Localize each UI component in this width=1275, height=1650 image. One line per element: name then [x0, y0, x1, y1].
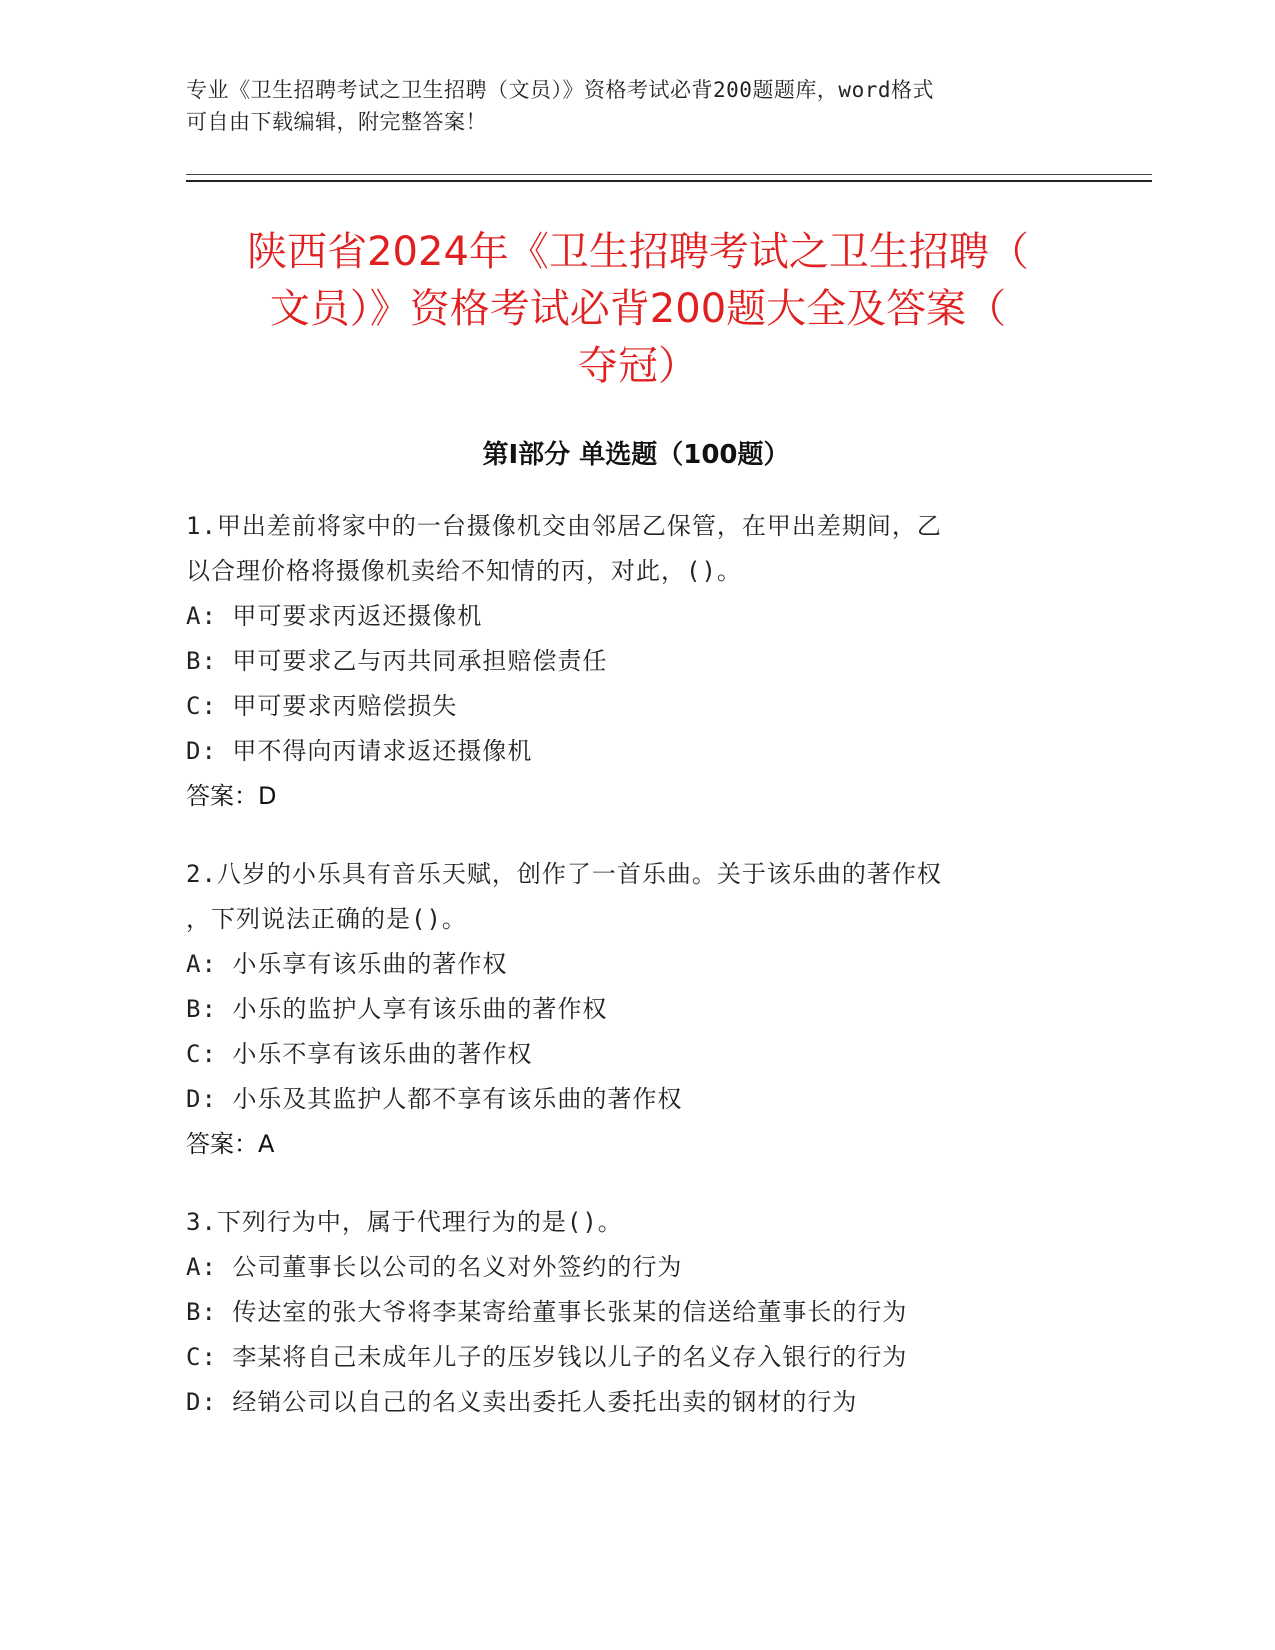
question-stem-line: 3.下列行为中，属于代理行为的是()。	[186, 1208, 623, 1236]
document-title-line-3: 夺冠）	[578, 343, 698, 389]
question-stem-line: ，下列说法正确的是()。	[186, 905, 467, 933]
document-title	[180, 224, 1096, 395]
question-stem-line: 2.八岁的小乐具有音乐天赋，创作了一首乐曲。关于该乐曲的著作权	[186, 860, 942, 888]
question-3	[186, 1200, 1076, 1425]
option-c: C: 小乐不享有该乐曲的著作权	[186, 1040, 533, 1068]
document-title-line-2: 文员）》资格考试必背200题大全及答案（	[269, 286, 1007, 332]
option-b: B: 甲可要求乙与丙共同承担赔偿责任	[186, 647, 608, 675]
option-d: D: 经销公司以自己的名义卖出委托人委托出卖的钢材的行为	[186, 1388, 858, 1416]
answer-label: 答案：A	[186, 1130, 275, 1158]
option-d: D: 小乐及其监护人都不享有该乐曲的著作权	[186, 1085, 683, 1113]
question-stem-line: 以合理价格将摄像机卖给不知情的丙，对此，()。	[186, 557, 742, 585]
document-title-line-1: 陕西省2024年《卫生招聘考试之卫生招聘（	[247, 229, 1029, 275]
section-title: 第Ⅰ部分 单选题（100题）	[482, 440, 790, 470]
option-c: C: 甲可要求丙赔偿损失	[186, 692, 458, 720]
option-a: A: 公司董事长以公司的名义对外签约的行为	[186, 1253, 683, 1281]
question-stem-line: 1.甲出差前将家中的一台摄像机交由邻居乙保管，在甲出差期间，乙	[186, 512, 942, 540]
option-b: B: 传达室的张大爷将李某寄给董事长张某的信送给董事长的行为	[186, 1298, 908, 1326]
header-note-line-1: 专业《卫生招聘考试之卫生招聘（文员）》资格考试必背200题题库，word格式	[186, 78, 934, 102]
option-a: A: 小乐享有该乐曲的著作权	[186, 950, 508, 978]
option-d: D: 甲不得向丙请求返还摄像机	[186, 737, 533, 765]
option-b: B: 小乐的监护人享有该乐曲的著作权	[186, 995, 608, 1023]
header-divider-thick	[186, 180, 1152, 182]
option-a: A: 甲可要求丙返还摄像机	[186, 602, 483, 630]
header-divider-thin	[186, 174, 1152, 175]
header-note	[186, 74, 1076, 138]
answer-label: 答案：D	[186, 782, 277, 810]
header-note-line-2: 可自由下载编辑，附完整答案！	[186, 110, 487, 134]
option-c: C: 李某将自己未成年儿子的压岁钱以儿子的名义存入银行的行为	[186, 1343, 908, 1371]
question-1	[186, 504, 1076, 819]
question-2	[186, 852, 1076, 1167]
